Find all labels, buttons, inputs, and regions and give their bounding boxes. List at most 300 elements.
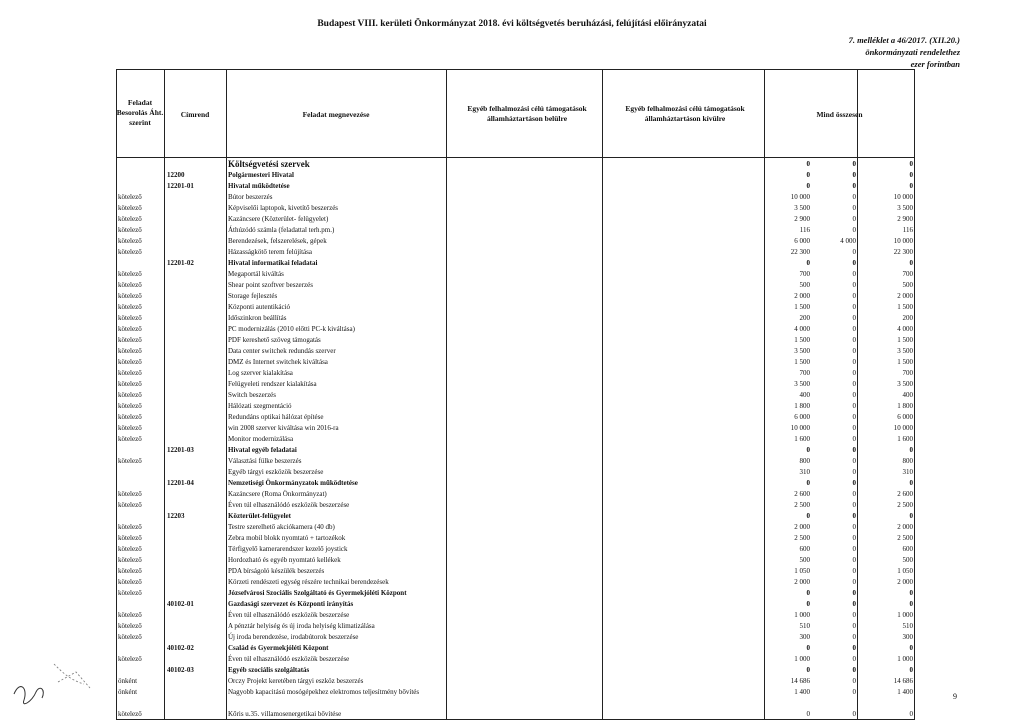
table-row: [116, 159, 915, 170]
row-status: kötelező: [118, 347, 142, 355]
row-value-total: 0: [909, 160, 913, 168]
table-row: [116, 379, 915, 390]
row-value-outside: 0: [852, 391, 856, 399]
table-row: [116, 599, 915, 610]
row-value-total: 1 500: [897, 336, 913, 344]
row-value-total: 0: [909, 666, 913, 674]
row-value-inside: 1 400: [794, 688, 810, 696]
table-row: [116, 423, 915, 434]
row-value-outside: 0: [852, 644, 856, 652]
row-status: kötelező: [118, 292, 142, 300]
col-header-support-inside: Egyéb felhalmozási célú támogatások államháztartáson belülre: [467, 104, 587, 123]
row-value-outside: 0: [852, 193, 856, 201]
table-row: [116, 434, 915, 445]
row-value-outside: 0: [852, 567, 856, 575]
row-task-name: Nemzetiségi Önkormányzatok működtetése: [228, 479, 358, 487]
row-value-total: 2 500: [897, 534, 913, 542]
row-value-total: 1 000: [897, 611, 913, 619]
table-row: [116, 577, 915, 588]
row-value-inside: 0: [806, 160, 810, 168]
table-row: [116, 346, 915, 357]
row-value-inside: 2 500: [794, 534, 810, 542]
row-value-total: 3 500: [897, 347, 913, 355]
row-value-inside: 1 500: [794, 336, 810, 344]
row-status: kötelező: [118, 611, 142, 619]
row-value-inside: 1 500: [794, 358, 810, 366]
table-row: [116, 357, 915, 368]
row-task-name: Házasságkötő terem felújítása: [228, 248, 312, 256]
row-value-inside: 2 900: [794, 215, 810, 223]
row-value-inside: 600: [799, 545, 810, 553]
row-value-total: 300: [902, 633, 913, 641]
row-value-total: 10 000: [893, 193, 913, 201]
row-value-total: 800: [902, 457, 913, 465]
row-value-total: 10 000: [893, 424, 913, 432]
row-value-total: 0: [909, 600, 913, 608]
row-value-inside: 22 300: [790, 248, 810, 256]
row-value-total: 0: [909, 171, 913, 179]
row-code: 12201-03: [167, 446, 194, 454]
table-row: [116, 621, 915, 632]
table-row: [116, 654, 915, 665]
row-value-inside: 2 000: [794, 292, 810, 300]
handwritten-signature: [6, 642, 96, 712]
row-value-total: 0: [909, 182, 913, 190]
table-row: [116, 445, 915, 456]
row-task-name: Új iroda berendezése, irodabútorok beszerzése: [228, 633, 359, 641]
annex-note-line1: 7. melléklet a 46/2017. (XII.20.): [848, 35, 960, 45]
row-task-name: Felügyeleti rendszer kialakítása: [228, 380, 317, 388]
row-value-total: 0: [909, 259, 913, 267]
row-task-name: Storage fejlesztés: [228, 292, 278, 300]
row-value-outside: 0: [852, 182, 856, 190]
row-value-total: 0: [909, 589, 913, 597]
table-row: [116, 335, 915, 346]
row-value-outside: 0: [852, 347, 856, 355]
table-row: [116, 489, 915, 500]
row-status: kötelező: [118, 380, 142, 388]
row-value-outside: 0: [852, 589, 856, 597]
table-row: [116, 302, 915, 313]
row-value-inside: 0: [806, 512, 810, 520]
row-value-outside: 0: [852, 611, 856, 619]
row-status: kötelező: [118, 358, 142, 366]
table-row: [116, 192, 915, 203]
row-status: kötelező: [118, 622, 142, 630]
table-row: [116, 467, 915, 478]
row-task-name: Switch beszerzés: [228, 391, 277, 399]
table-row: [116, 676, 915, 687]
row-value-total: 510: [902, 622, 913, 630]
row-value-total: 3 500: [897, 204, 913, 212]
row-task-name: Gazdasági szervezet és Központi irányítás: [228, 600, 354, 608]
row-value-inside: 310: [799, 468, 810, 476]
table-row: [116, 665, 915, 676]
row-value-inside: 3 500: [794, 380, 810, 388]
table-row: [116, 291, 915, 302]
row-value-total: 1 050: [897, 567, 913, 575]
row-value-total: 700: [902, 270, 913, 278]
row-task-name: Data center switchek redundás szerver: [228, 347, 336, 355]
row-task-name: Shear point szoftver beszerzés: [228, 281, 313, 289]
row-value-outside: 0: [852, 160, 856, 168]
table-row: [116, 324, 915, 335]
row-value-outside: 0: [852, 545, 856, 553]
row-value-total: 500: [902, 556, 913, 564]
table-row: [116, 632, 915, 643]
row-value-outside: 0: [852, 325, 856, 333]
row-code: 12201-02: [167, 259, 194, 267]
row-value-inside: 14 686: [790, 677, 810, 685]
row-value-inside: 10 000: [790, 424, 810, 432]
row-task-name: Képviselői laptopok, kivetítő beszerzés: [228, 204, 339, 212]
table-row: [116, 170, 915, 181]
row-value-outside: 0: [852, 226, 856, 234]
row-status: kötelező: [118, 424, 142, 432]
row-value-outside: 0: [852, 479, 856, 487]
row-value-outside: 0: [852, 677, 856, 685]
row-value-total: 0: [909, 512, 913, 520]
row-value-inside: 0: [806, 589, 810, 597]
row-value-total: 2 600: [897, 490, 913, 498]
row-value-total: 600: [902, 545, 913, 553]
row-value-inside: 10 000: [790, 193, 810, 201]
row-value-inside: 1 600: [794, 435, 810, 443]
table-row: [116, 687, 915, 709]
row-value-total: 6 000: [897, 413, 913, 421]
row-value-inside: 300: [799, 633, 810, 641]
table-row: [116, 225, 915, 236]
row-value-total: 116: [902, 226, 913, 234]
row-status: kötelező: [118, 633, 142, 641]
row-task-name: Kazáncsere (Közterület- felügyelet): [228, 215, 329, 223]
row-value-inside: 116: [799, 226, 810, 234]
row-value-outside: 0: [852, 688, 856, 696]
table-row: [116, 269, 915, 280]
row-value-total: 1 400: [897, 688, 913, 696]
row-task-name: Log szerver kialakítása: [228, 369, 293, 377]
row-task-name: Orczy Projekt keretében tárgyi eszköz beszerzés: [228, 677, 364, 685]
row-value-inside: 2 500: [794, 501, 810, 509]
row-value-outside: 0: [852, 358, 856, 366]
row-task-name: win 2008 szerver kiváltása win 2016-ra: [228, 424, 339, 432]
row-value-outside: 0: [852, 171, 856, 179]
row-value-inside: 500: [799, 556, 810, 564]
row-value-total: 0: [909, 446, 913, 454]
row-value-outside: 0: [852, 369, 856, 377]
row-value-inside: 700: [799, 369, 810, 377]
row-value-inside: 3 500: [794, 204, 810, 212]
row-code: 12203: [167, 512, 185, 520]
row-status: kötelező: [118, 193, 142, 201]
table-row: [116, 511, 915, 522]
row-value-outside: 0: [852, 490, 856, 498]
row-value-inside: 0: [806, 182, 810, 190]
row-task-name: Központi autentikáció: [228, 303, 291, 311]
row-task-name: Éven túl elhasználódó eszközök beszerzése: [228, 655, 350, 663]
row-task-name: Hivatal informatikai feladatai: [228, 259, 318, 267]
row-status: kötelező: [118, 567, 142, 575]
row-task-name: Költségvetési szervek: [228, 159, 310, 169]
page-title: Budapest VIII. kerületi Önkormányzat 2018. évi költségvetés beruházási, felújítási előirányzatai: [317, 19, 707, 29]
row-value-inside: 0: [806, 666, 810, 674]
row-status: kötelező: [118, 391, 142, 399]
col-header-support-outside: Egyéb felhalmozási célú támogatások államháztartáson kívülre: [625, 104, 745, 123]
table-row: [116, 258, 915, 269]
row-value-outside: 0: [852, 259, 856, 267]
row-value-outside: 0: [852, 457, 856, 465]
row-task-name: Testre szerelhető akciókamera (40 db): [228, 523, 335, 531]
row-status: kötelező: [118, 402, 142, 410]
row-value-inside: 1 500: [794, 303, 810, 311]
table-row: [116, 610, 915, 621]
col-header-code: Címrend: [180, 110, 210, 119]
table-row: [116, 236, 915, 247]
row-task-name: Megaportál kiváltás: [228, 270, 284, 278]
row-value-total: 0: [909, 710, 913, 718]
row-task-name: Józsefvárosi Szociális Szolgáltató és Gyermekjóléti Központ: [228, 589, 407, 597]
row-status: kötelező: [118, 336, 142, 344]
row-task-name: A pénztár helyiség és új iroda helyiség klimatizálása: [228, 622, 375, 630]
row-value-inside: 0: [806, 479, 810, 487]
row-task-name: Polgármesteri Hivatal: [228, 171, 294, 179]
row-value-outside: 0: [852, 413, 856, 421]
col-header-classification: Feladat Besorolás Áht. szerint: [116, 98, 164, 127]
table-row: [116, 181, 915, 192]
row-task-name: Kőris u.35. villamosenergetikai bővítése: [228, 710, 342, 718]
row-task-name: Éven túl elhasználódó eszközök beszerzése: [228, 501, 350, 509]
row-status: kötelező: [118, 204, 142, 212]
row-task-name: Egyéb szociális szolgáltatás: [228, 666, 310, 674]
annex-note-line2: önkormányzati rendelethez: [865, 47, 960, 57]
row-status: kötelező: [118, 303, 142, 311]
row-value-inside: 510: [799, 622, 810, 630]
row-task-name: Berendezések, felszerelések, gépek: [228, 237, 327, 245]
row-value-inside: 0: [806, 710, 810, 718]
row-value-total: 3 500: [897, 380, 913, 388]
row-task-name: Bútor beszerzés: [228, 193, 273, 201]
row-task-name: Térfigyelő kamerarendszer kezelő joystick: [228, 545, 348, 553]
col-header-total: Mind összesen: [816, 110, 863, 119]
row-status: kötelező: [118, 545, 142, 553]
row-status: kötelező: [118, 248, 142, 256]
row-status: kötelező: [118, 270, 142, 278]
row-task-name: Választási fülke beszerzés: [228, 457, 302, 465]
row-value-total: 310: [902, 468, 913, 476]
row-value-inside: 2 000: [794, 523, 810, 531]
row-value-inside: 2 600: [794, 490, 810, 498]
row-value-total: 0: [909, 479, 913, 487]
table-row: [116, 522, 915, 533]
annex-note-line3: ezer forintban: [910, 59, 960, 69]
row-value-outside: 0: [852, 248, 856, 256]
row-value-total: 2 900: [897, 215, 913, 223]
row-value-total: 700: [902, 369, 913, 377]
row-value-total: 1 600: [897, 435, 913, 443]
row-value-outside: 0: [852, 380, 856, 388]
row-value-total: 14 686: [893, 677, 913, 685]
row-value-outside: 0: [852, 402, 856, 410]
row-value-inside: 400: [799, 391, 810, 399]
table-row: [116, 643, 915, 654]
row-value-outside: 0: [852, 710, 856, 718]
row-value-total: 1 000: [897, 655, 913, 663]
table-row: [116, 247, 915, 258]
row-value-outside: 0: [852, 578, 856, 586]
row-task-name: Áthúzódó számla (feladattal terh.pm.): [228, 226, 335, 234]
row-value-outside: 0: [852, 303, 856, 311]
row-value-inside: 800: [799, 457, 810, 465]
row-status: kötelező: [118, 556, 142, 564]
row-task-name: Közterület-felügyelet: [228, 512, 291, 520]
row-value-total: 10 000: [893, 237, 913, 245]
row-value-outside: 0: [852, 204, 856, 212]
row-status: kötelező: [118, 710, 142, 718]
row-value-inside: 0: [806, 446, 810, 454]
row-task-name: Egyéb tárgyi eszközök beszerzése: [228, 468, 324, 476]
row-task-name: Körzeti rendészeti egység részére technikai berendezések: [228, 578, 389, 586]
row-value-inside: 3 500: [794, 347, 810, 355]
row-value-total: 1 500: [897, 303, 913, 311]
row-task-name: Kazáncsere (Roma Önkormányzat): [228, 490, 327, 498]
row-value-outside: 0: [852, 633, 856, 641]
table-row: [116, 390, 915, 401]
row-value-outside: 0: [852, 435, 856, 443]
row-value-outside: 0: [852, 501, 856, 509]
row-value-inside: 200: [799, 314, 810, 322]
row-value-total: 2 000: [897, 578, 913, 586]
row-value-inside: 0: [806, 600, 810, 608]
row-value-total: 2 000: [897, 523, 913, 531]
row-value-total: 500: [902, 281, 913, 289]
row-code: 40102-03: [167, 666, 194, 674]
row-value-inside: 4 000: [794, 325, 810, 333]
row-value-outside: 0: [852, 666, 856, 674]
table-row: [116, 478, 915, 489]
row-value-outside: 0: [852, 556, 856, 564]
row-value-total: 0: [909, 644, 913, 652]
row-value-outside: 0: [852, 600, 856, 608]
row-status: kötelező: [118, 237, 142, 245]
row-status: kötelező: [118, 655, 142, 663]
row-task-name: Zebra mobil blokk nyomtató + tartozékok: [228, 534, 346, 542]
row-value-total: 2 500: [897, 501, 913, 509]
row-task-name: Monitor modernizálása: [228, 435, 294, 443]
table-row: [116, 588, 915, 599]
table-row: [116, 412, 915, 423]
col-header-task: Feladat megnevezése: [302, 110, 370, 119]
header-divider: [116, 157, 915, 158]
row-value-inside: 500: [799, 281, 810, 289]
row-value-outside: 0: [852, 512, 856, 520]
row-value-inside: 1 000: [794, 655, 810, 663]
row-task-name: Éven túl elhasználódó eszközök beszerzése: [228, 611, 350, 619]
row-task-name: PDF kereshető szöveg támogatás: [228, 336, 321, 344]
table-row: [116, 566, 915, 577]
row-status: kötelező: [118, 325, 142, 333]
row-value-outside: 0: [852, 281, 856, 289]
row-value-outside: 0: [852, 446, 856, 454]
row-task-name: Redundáns optikai hálózat építése: [228, 413, 324, 421]
row-value-total: 1 500: [897, 358, 913, 366]
table-row: [116, 313, 915, 324]
table-row: [116, 280, 915, 291]
row-code: 40102-02: [167, 644, 194, 652]
row-status: kötelező: [118, 589, 142, 597]
row-code: 12201-01: [167, 182, 194, 190]
row-status: kötelező: [118, 457, 142, 465]
table-row: [116, 203, 915, 214]
row-status: kötelező: [118, 435, 142, 443]
page-number: 9: [953, 692, 957, 701]
table-row: [116, 709, 915, 720]
row-value-total: 4 000: [897, 325, 913, 333]
row-status: kötelező: [118, 578, 142, 586]
row-status: önként: [118, 677, 138, 685]
row-value-inside: 0: [806, 259, 810, 267]
row-value-inside: 700: [799, 270, 810, 278]
row-value-outside: 0: [852, 534, 856, 542]
row-task-name: Hordozható és egyéb nyomtató kellékek: [228, 556, 341, 564]
row-task-name: Család és Gyermekjóléti Központ: [228, 644, 329, 652]
annex-note: [849, 34, 960, 70]
row-value-outside: 0: [852, 215, 856, 223]
row-status: kötelező: [118, 501, 142, 509]
row-code: 12201-04: [167, 479, 194, 487]
row-value-total: 400: [902, 391, 913, 399]
row-task-name: PC modernizálás (2010 előtti PC-k kiváltása): [228, 325, 355, 333]
row-value-inside: 1 050: [794, 567, 810, 575]
table-row: [116, 500, 915, 511]
table-row: [116, 544, 915, 555]
row-value-total: 22 300: [893, 248, 913, 256]
row-value-outside: 0: [852, 468, 856, 476]
row-status: kötelező: [118, 215, 142, 223]
row-task-name: Nagyobb kapacitású mosógépekhez elektromos teljesítmény bővítés: [228, 688, 420, 696]
row-value-outside: 0: [852, 336, 856, 344]
row-value-outside: 4 000: [840, 237, 856, 245]
row-code: 40102-01: [167, 600, 194, 608]
table-row: [116, 456, 915, 467]
row-task-name: Hivatal egyéb feladatai: [228, 446, 297, 454]
row-status: kötelező: [118, 534, 142, 542]
row-value-total: 2 000: [897, 292, 913, 300]
row-task-name: PDA bírságoló készülék beszerzés: [228, 567, 325, 575]
table-row: [116, 533, 915, 544]
row-status: kötelező: [118, 413, 142, 421]
row-task-name: DMZ és Internet switchek kiváltása: [228, 358, 328, 366]
row-status: kötelező: [118, 314, 142, 322]
row-task-name: Hivatal működtetése: [228, 182, 290, 190]
row-status: kötelező: [118, 226, 142, 234]
row-value-outside: 0: [852, 655, 856, 663]
row-value-total: 1 800: [897, 402, 913, 410]
row-status: kötelező: [118, 523, 142, 531]
row-value-inside: 6 000: [794, 413, 810, 421]
row-value-inside: 6 000: [794, 237, 810, 245]
row-value-total: 200: [902, 314, 913, 322]
row-status: önként: [118, 688, 138, 696]
row-status: kötelező: [118, 369, 142, 377]
table-row: [116, 401, 915, 412]
row-value-outside: 0: [852, 270, 856, 278]
row-task-name: Hálózati szegmentáció: [228, 402, 292, 410]
row-value-outside: 0: [852, 292, 856, 300]
row-task-name: Időszinkron beállítás: [228, 314, 287, 322]
row-value-outside: 0: [852, 523, 856, 531]
row-value-inside: 2 000: [794, 578, 810, 586]
row-value-inside: 1 000: [794, 611, 810, 619]
